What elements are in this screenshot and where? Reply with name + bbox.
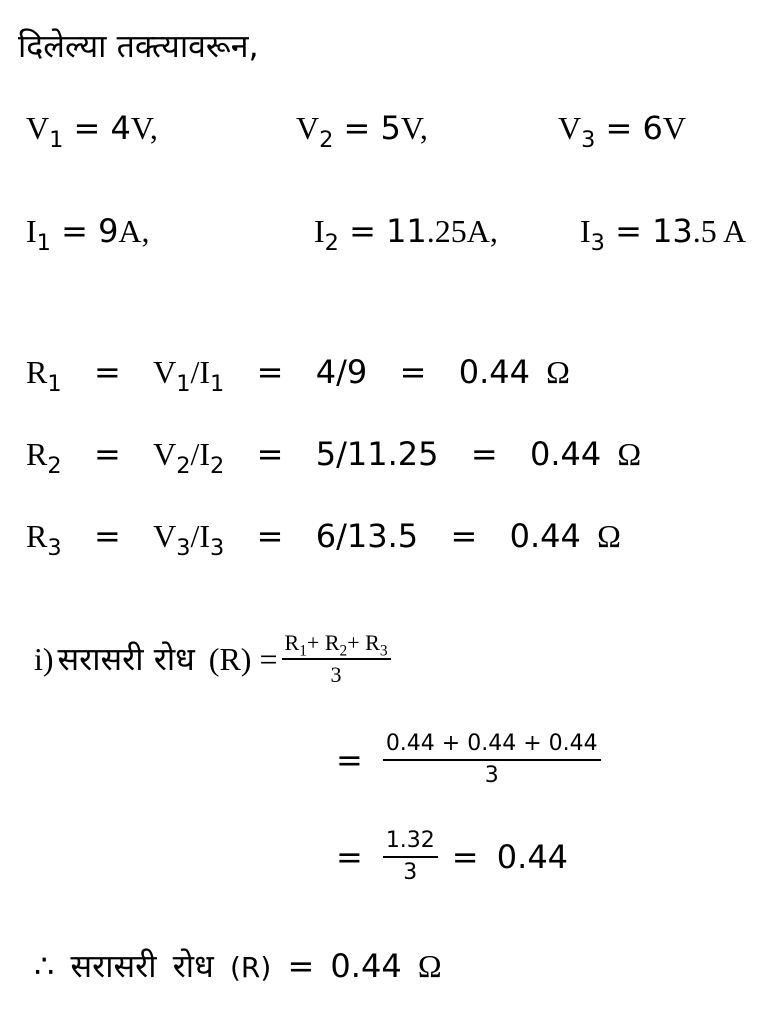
current-subscript: 1: [210, 370, 225, 397]
voltage-unit: V,: [130, 110, 158, 146]
voltage-value: 4: [110, 109, 131, 147]
equals-sign: =: [434, 517, 494, 555]
fraction-numerator: 0.44 + 0.44 + 0.44: [383, 733, 601, 761]
current-value: 11: [386, 212, 427, 250]
voltage-symbol: V: [153, 354, 177, 390]
plus-sign: +: [347, 630, 360, 655]
resistance-subscript: 2: [339, 642, 348, 660]
step2-fraction: [383, 733, 601, 787]
current-value-rest: .5 A: [692, 213, 747, 249]
current-subscript: 1: [36, 229, 51, 256]
plus-sign: +: [306, 630, 320, 655]
equals-sign: =: [336, 741, 363, 779]
slash: /: [190, 354, 200, 390]
voltage-subscript: 1: [49, 126, 64, 153]
average-result: = 0.44: [451, 838, 569, 876]
current-symbol: I: [26, 213, 37, 249]
current-symbol: I: [199, 518, 210, 554]
voltage-symbol: V: [153, 518, 177, 554]
voltage-value: 6: [642, 109, 663, 147]
current-subscript: 2: [210, 452, 225, 479]
equals-sign: =: [383, 353, 443, 391]
average-step-3: [336, 830, 568, 884]
ohm-unit: Ω: [617, 436, 642, 472]
voltage-unit: V,: [400, 110, 428, 146]
voltage-subscript: 1: [176, 370, 191, 397]
resistance-subscript: 1: [299, 642, 307, 660]
voltage-item: [296, 109, 428, 153]
fraction-numerator: [282, 632, 391, 660]
equals-sign: =: [240, 517, 300, 555]
equals-sign: =: [615, 212, 642, 250]
conclusion-label: सरासरी रोध: [70, 947, 214, 985]
equals-sign: =: [287, 947, 315, 985]
equals-sign: =: [73, 109, 101, 147]
voltage-item: [26, 109, 158, 153]
resistance-symbol: R: [26, 436, 48, 472]
ohm-unit: Ω: [546, 354, 570, 390]
resistance-symbol: R: [26, 354, 48, 390]
voltage-symbol: V: [296, 110, 320, 146]
current-symbol: I: [199, 436, 210, 472]
equals-sign: =: [77, 517, 137, 555]
fraction-denominator: 3: [330, 662, 342, 687]
resistance-symbol: R: [365, 630, 380, 655]
voltage-symbol: V: [153, 436, 177, 472]
conclusion-value: 0.44: [330, 947, 402, 985]
average-fraction: [282, 632, 391, 686]
current-subscript: 3: [210, 534, 225, 561]
equals-sign: =: [240, 435, 300, 473]
current-value: 13: [652, 212, 693, 250]
voltage-symbol: V: [26, 110, 50, 146]
voltage-subscript: 3: [581, 126, 596, 153]
resistance-symbol: R: [324, 630, 340, 655]
voltage-subscript: 2: [319, 126, 334, 153]
equals-sign: =: [240, 353, 300, 391]
conclusion-line: [34, 947, 442, 985]
current-item: [26, 212, 150, 256]
equals-sign: =: [336, 838, 363, 876]
equals-sign: =: [454, 435, 514, 473]
equals-sign: =: [61, 212, 88, 250]
fraction-denominator: 3: [484, 763, 499, 788]
current-value: 9: [98, 212, 119, 250]
resistance-subscript: 3: [47, 534, 62, 561]
fraction-denominator: 3: [403, 860, 418, 885]
equals-sign: =: [343, 109, 371, 147]
voltage-item: [558, 109, 686, 153]
resistance-symbol: R: [26, 518, 48, 554]
ohm-unit: Ω: [417, 948, 442, 984]
voltage-subscript: 2: [176, 452, 191, 479]
therefore-symbol: ∴: [34, 947, 55, 985]
resistance-result: 0.44: [530, 435, 602, 473]
resistance-line: [26, 517, 621, 561]
resistance-subscript: 2: [47, 452, 62, 479]
current-subscript: 3: [590, 229, 605, 256]
equals-sign: =: [77, 353, 137, 391]
step3-fraction: [383, 830, 438, 884]
division-expression: 5/11.25: [315, 435, 439, 473]
average-formula: [34, 632, 391, 686]
resistance-result: 0.44: [509, 517, 581, 555]
equals-sign: =: [349, 212, 376, 250]
average-label: सरासरी रोध: [57, 640, 195, 678]
conclusion-symbol: (R): [229, 951, 272, 984]
division-expression: 6/13.5: [315, 517, 419, 555]
slash: /: [190, 518, 200, 554]
resistance-subscript: 1: [47, 370, 62, 397]
average-symbol: (R) =: [208, 641, 278, 677]
item-number: i): [34, 641, 54, 677]
equals-sign: =: [605, 109, 633, 147]
equals-sign: =: [77, 435, 137, 473]
average-step-2: [336, 733, 601, 787]
fraction-numerator: 1.32: [383, 830, 438, 858]
current-value-rest: .25A,: [426, 213, 498, 249]
voltage-symbol: V: [558, 110, 582, 146]
resistance-line: [26, 435, 642, 479]
current-subscript: 2: [324, 229, 339, 256]
slash: /: [190, 436, 200, 472]
resistance-symbol: R: [284, 630, 300, 655]
voltage-value: 5: [380, 109, 401, 147]
resistance-line: [26, 353, 570, 397]
heading: दिलेल्या तक्त्यावरून,: [18, 27, 259, 65]
current-symbol: I: [314, 213, 325, 249]
ohm-unit: Ω: [597, 518, 621, 554]
division-expression: 4/9: [315, 353, 368, 391]
resistance-subscript: 3: [379, 642, 388, 660]
current-symbol: I: [199, 354, 210, 390]
current-item: [314, 212, 498, 256]
current-symbol: I: [580, 213, 591, 249]
voltage-subscript: 3: [176, 534, 191, 561]
current-item: [580, 212, 747, 256]
voltage-unit: V: [662, 110, 686, 146]
current-unit: A,: [118, 213, 150, 249]
resistance-result: 0.44: [458, 353, 530, 391]
